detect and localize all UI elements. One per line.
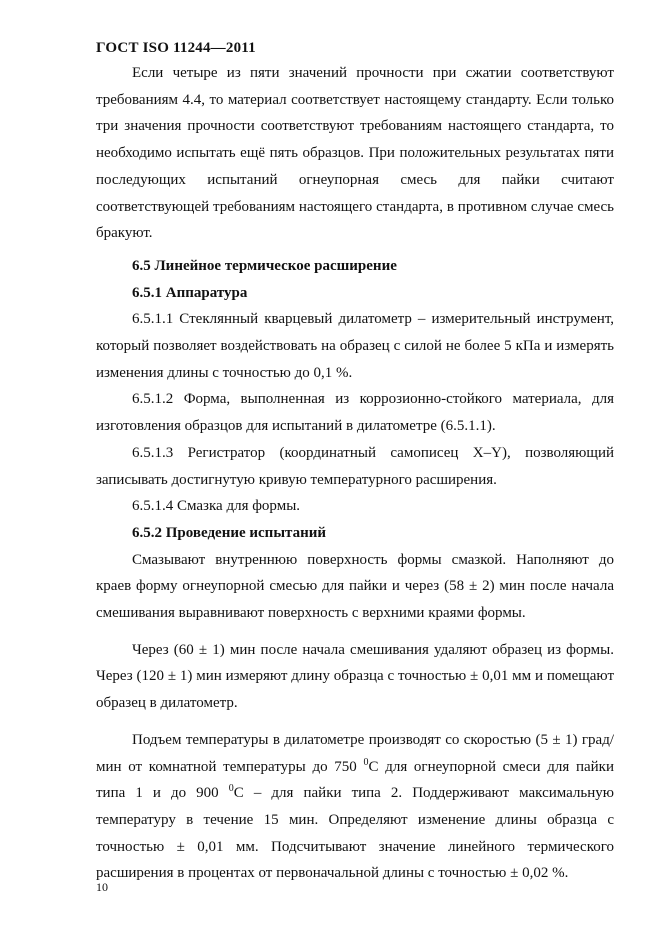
degree-superscript: 0 [363, 756, 369, 768]
paragraph-test-preparation: Смазывают внутреннюю поверхность формы смазкой. Наполняют до краев форму огнеупорной смесью для пайки и через (58 ± 2) мин после начала смешивания выравнивают поверхность с верхними краями формы. [96, 551, 614, 622]
section-heading-6-5-1: 6.5.1 Аппаратура [132, 284, 248, 301]
paragraph-6-5-1-4: 6.5.1.4 Смазка для формы. [132, 498, 301, 515]
temperature-text-part-3: С – для пайки типа 2. Поддерживают максимальную температуру в течение 15 мин. Определяют изменение длины образца с точностью ± 0,01 мм. Подсчитывают значение линейного термического расширения в процентах от первоначальной длины с точностью ± 0,02 %. [96, 785, 614, 882]
page-number: 10 [96, 880, 108, 894]
temperature-text-part-2: С для огнеупорной смеси для пайки типа 1 и до 900 [96, 758, 614, 802]
temperature-text-part-1: Подъем температуры в дилатометре производят со скоростью (5 ± 1) град/мин от комнатной температуры до 750 [96, 731, 614, 775]
paragraph-6-5-1-2: 6.5.1.2 Форма, выполненная из коррозионно-стойкого материала, для изготовления образцов для испытаний в дилатометре (6.5.1.1). [96, 391, 614, 435]
paragraph-6-5-1-1: 6.5.1.1 Стеклянный кварцевый дилатометр – измерительный инструмент, который позволяет воздействовать на образец с силой не более 5 кПа и измерять изменения длины с точностью до 0,1 %. [96, 311, 614, 381]
section-heading-6-5: 6.5 Линейное термическое расширение [132, 257, 397, 274]
paragraph-temperature-rise [96, 727, 614, 887]
document-body [96, 60, 614, 887]
paragraph-sample-removal: Через (60 ± 1) мин после начала смешивания удаляют образец из формы. Через (120 ± 1) мин измеряют длину образца с точностью ± 0,01 мм и помещают образец в дилатометр. [96, 641, 614, 712]
section-heading-6-5-2: 6.5.2 Проведение испытаний [132, 524, 327, 541]
degree-superscript: 0 [228, 783, 234, 795]
document-header: ГОСТ ISO 11244—2011 [96, 40, 256, 56]
paragraph-compression-result: Если четыре из пяти значений прочности при сжатии соответствуют требованиям 4.4, то материал соответствует настоящему стандарту. Если только три значения прочности соответствуют требованиям настоящего стандарта, то необходимо испытать ещё пять образцов. При положительных результатах пяти последующих испытаний огнеупорная смесь для пайки считают соответствующей требованиям настоящего стандарта, в противном случае смесь бракуют. [96, 65, 614, 242]
paragraph-6-5-1-3: 6.5.1.3 Регистратор (координатный самописец X–Y), позволяющий записывать достигнутую кривую температурного расширения. [96, 444, 614, 488]
